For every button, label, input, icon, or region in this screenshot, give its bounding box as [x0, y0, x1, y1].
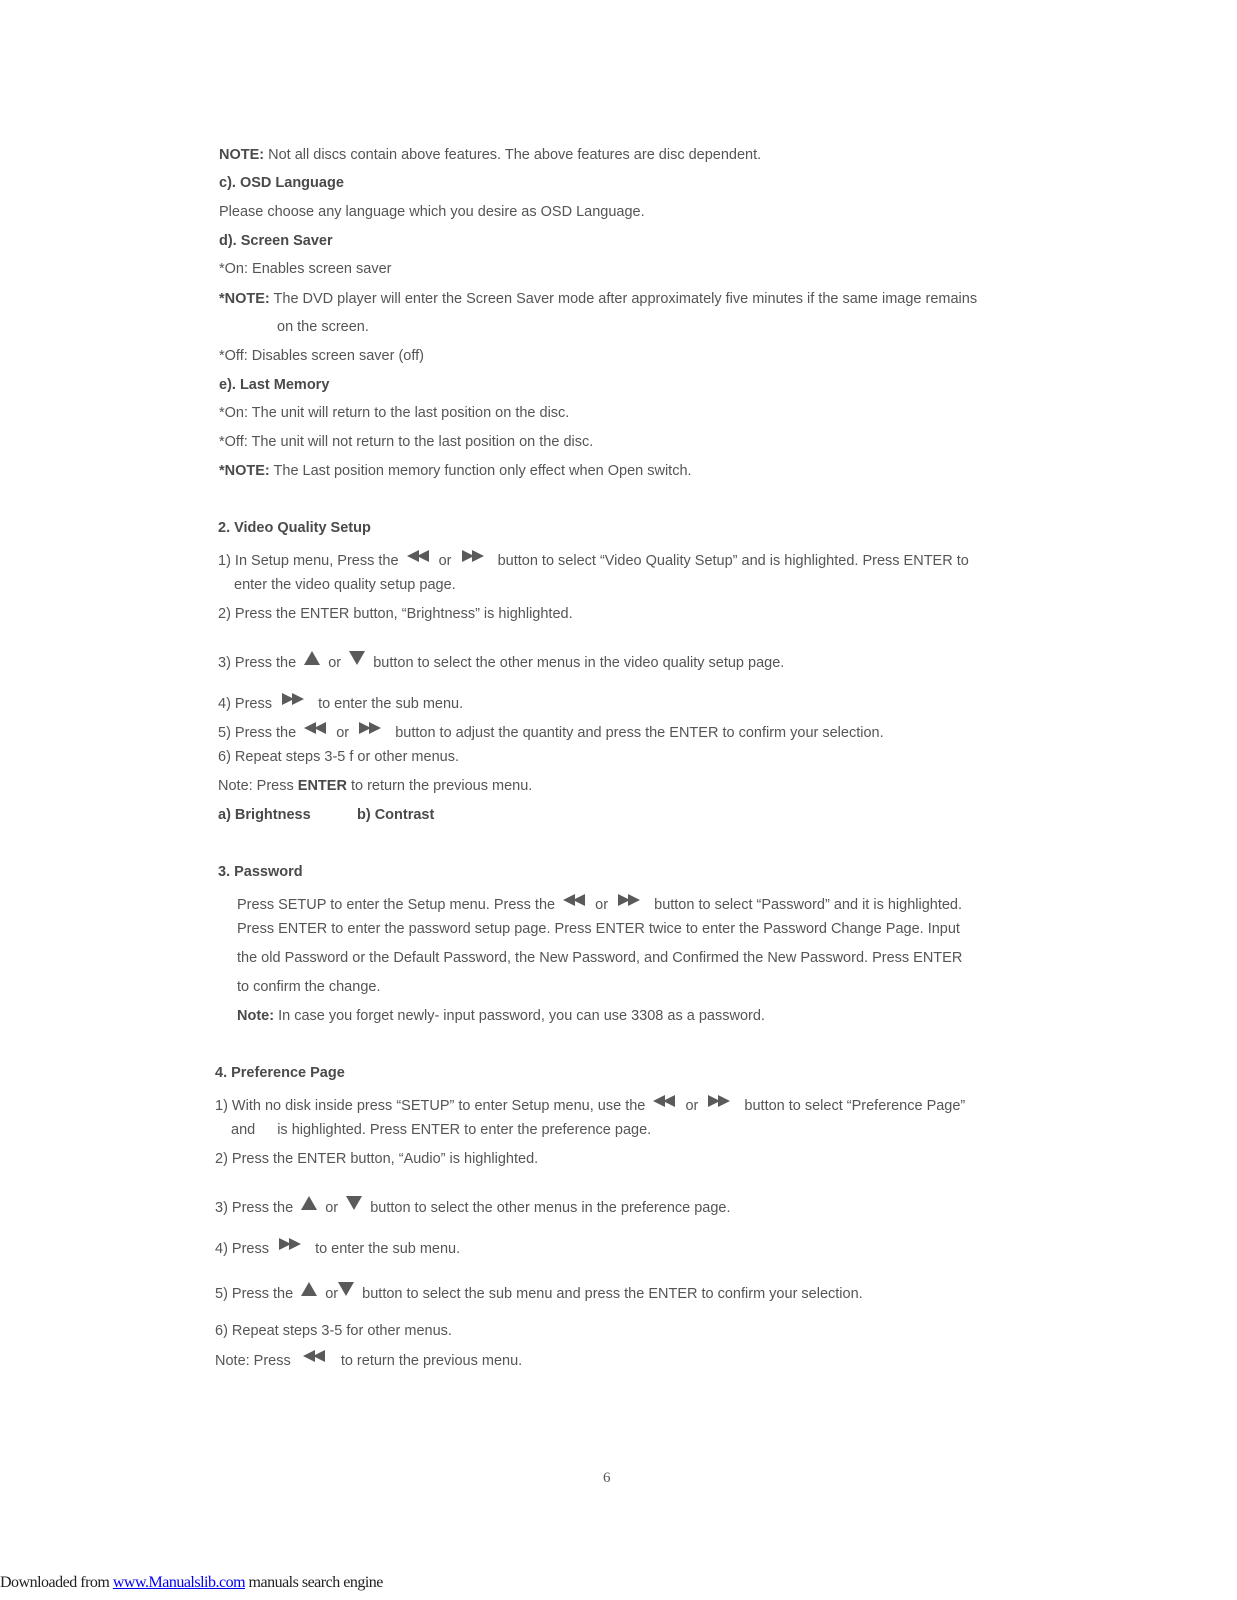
- osd-language-heading: c). OSD Language: [219, 175, 344, 191]
- preference-step-1-and: and: [231, 1122, 256, 1138]
- password-line-1: [237, 896, 962, 914]
- last-memory-note-label: *NOTE:: [219, 463, 270, 479]
- or-word: or: [595, 897, 609, 913]
- password-line-2: Press ENTER to enter the password setup page. Press ENTER twice to enter the Password Change Page. Input: [237, 921, 960, 937]
- video-step-5-text: 5) Press the: [218, 725, 297, 741]
- video-note-enter: ENTER: [297, 778, 347, 794]
- manualslib-link[interactable]: www.Manualslib.com: [112, 1574, 246, 1591]
- preference-note: [215, 1352, 522, 1370]
- option-brightness: a) Brightness: [218, 807, 311, 823]
- last-memory-on: *On: The unit will return to the last position on the disc.: [219, 405, 570, 421]
- last-memory-note-text: The Last position memory function only effect when Open switch.: [269, 463, 692, 479]
- video-step-4: [218, 695, 463, 713]
- up-arrow-icon: [301, 1282, 317, 1296]
- password-line-1-text-b: button to select “Password” and it is highlighted.: [654, 897, 963, 913]
- preference-step-4: [215, 1240, 460, 1258]
- video-step-4-text: 4) Press: [218, 696, 272, 712]
- video-step-1-cont: enter the video quality setup page.: [234, 577, 456, 593]
- fast-forward-icon: [357, 722, 381, 734]
- video-note-text-c: to return the previous menu.: [346, 778, 533, 794]
- fast-forward-icon: [460, 550, 484, 562]
- preference-step-6: 6) Repeat steps 3-5 for other menus.: [215, 1323, 452, 1339]
- video-step-6: 6) Repeat steps 3-5 f or other menus.: [218, 749, 459, 765]
- note-text: Not all discs contain above features. The above features are disc dependent.: [264, 147, 762, 163]
- preference-step-5-text: 5) Press the: [215, 1286, 294, 1302]
- screen-saver-note: [219, 290, 977, 308]
- video-step-1: [218, 552, 969, 570]
- preference-step-2: 2) Press the ENTER button, “Audio” is highlighted.: [215, 1151, 539, 1167]
- last-memory-heading: e). Last Memory: [219, 377, 330, 393]
- preference-step-1: [215, 1097, 965, 1115]
- down-arrow-icon: [349, 651, 365, 665]
- fast-forward-icon: [280, 693, 304, 705]
- fast-forward-icon: [706, 1095, 730, 1107]
- password-note-text: In case you forget newly- input password, you can use 3308 as a password.: [274, 1008, 765, 1024]
- preference-step-1-cont: [231, 1121, 651, 1139]
- up-arrow-icon: [301, 1196, 317, 1210]
- rewind-icon: [303, 1350, 327, 1362]
- video-note-text-a: Note: Press: [218, 778, 298, 794]
- video-quality-heading: 2. Video Quality Setup: [218, 520, 371, 536]
- screen-saver-note-label: *NOTE:: [219, 291, 270, 307]
- preference-step-3: [215, 1199, 731, 1217]
- or-word: or: [336, 725, 350, 741]
- preference-step-1-text-b: button to select “Preference Page”: [744, 1098, 966, 1114]
- password-line-3: the old Password or the Default Password, the New Password, and Confirmed the New Password. Press ENTER: [237, 950, 963, 966]
- footer-prefix: Downloaded from: [0, 1574, 113, 1591]
- video-step-2: 2) Press the ENTER button, “Brightness” is highlighted.: [218, 606, 573, 622]
- footer-suffix: manuals search engine: [245, 1574, 383, 1591]
- preference-step-4-text: 4) Press: [215, 1241, 269, 1257]
- down-arrow-icon: [338, 1282, 354, 1296]
- preference-note-text-a: Note: Press: [215, 1353, 291, 1369]
- preference-step-1-text: 1) With no disk inside press “SETUP” to enter Setup menu, use the: [215, 1098, 646, 1114]
- video-step-4-text-b: to enter the sub menu.: [318, 696, 464, 712]
- password-line-4: to confirm the change.: [237, 979, 381, 995]
- option-contrast: b) Contrast: [357, 807, 435, 823]
- rewind-icon: [563, 894, 587, 906]
- preference-step-5-text-b: button to select the sub menu and press the ENTER to confirm your selection.: [362, 1286, 863, 1302]
- last-memory-note: [219, 462, 692, 480]
- video-step-3-text-b: button to select the other menus in the video quality setup page.: [373, 655, 785, 671]
- page-number: 6: [603, 1470, 611, 1486]
- up-arrow-icon: [304, 651, 320, 665]
- password-line-1-text: Press SETUP to enter the Setup menu. Press the: [237, 897, 556, 913]
- download-footer: [0, 1574, 383, 1592]
- note-line: [219, 146, 761, 164]
- rewind-icon: [304, 722, 328, 734]
- video-step-3-text: 3) Press the: [218, 655, 297, 671]
- video-step-1-text-b: button to select “Video Quality Setup” and is highlighted. Press ENTER to: [497, 553, 969, 569]
- video-note: [218, 777, 532, 795]
- or-word: or: [325, 1200, 339, 1216]
- screen-saver-on: *On: Enables screen saver: [219, 261, 392, 277]
- fast-forward-icon: [616, 894, 640, 906]
- last-memory-off: *Off: The unit will not return to the last position on the disc.: [219, 434, 594, 450]
- video-step-5-text-b: button to adjust the quantity and press the ENTER to confirm your selection.: [395, 725, 884, 741]
- preference-step-4-text-b: to enter the sub menu.: [315, 1241, 461, 1257]
- password-note-label: Note:: [237, 1008, 275, 1024]
- screen-saver-heading: d). Screen Saver: [219, 233, 333, 249]
- preference-step-5: [215, 1285, 863, 1303]
- or-word: or: [328, 655, 342, 671]
- screen-saver-note-cont: on the screen.: [277, 319, 369, 335]
- fast-forward-icon: [277, 1238, 301, 1250]
- rewind-icon: [653, 1095, 677, 1107]
- screen-saver-off: *Off: Disables screen saver (off): [219, 348, 424, 364]
- or-word: or: [685, 1098, 699, 1114]
- video-step-3: [218, 654, 784, 672]
- password-note: [237, 1007, 765, 1025]
- screen-saver-note-text: The DVD player will enter the Screen Saver mode after approximately five minutes if the same image remains: [269, 291, 978, 307]
- preference-step-1-text-d: is highlighted. Press ENTER to enter the preference page.: [277, 1122, 652, 1138]
- or-word: or: [438, 553, 452, 569]
- rewind-icon: [407, 550, 431, 562]
- or-word: or: [325, 1286, 339, 1302]
- down-arrow-icon: [346, 1196, 362, 1210]
- preference-note-text-b: to return the previous menu.: [340, 1353, 523, 1369]
- preference-heading: 4. Preference Page: [215, 1065, 345, 1081]
- note-label: NOTE:: [219, 147, 265, 163]
- video-step-5: [218, 724, 884, 742]
- password-heading: 3. Password: [218, 864, 303, 880]
- osd-language-text: Please choose any language which you desire as OSD Language.: [219, 204, 645, 220]
- video-step-1-text: 1) In Setup menu, Press the: [218, 553, 399, 569]
- preference-step-3-text-b: button to select the other menus in the preference page.: [370, 1200, 731, 1216]
- preference-step-3-text: 3) Press the: [215, 1200, 294, 1216]
